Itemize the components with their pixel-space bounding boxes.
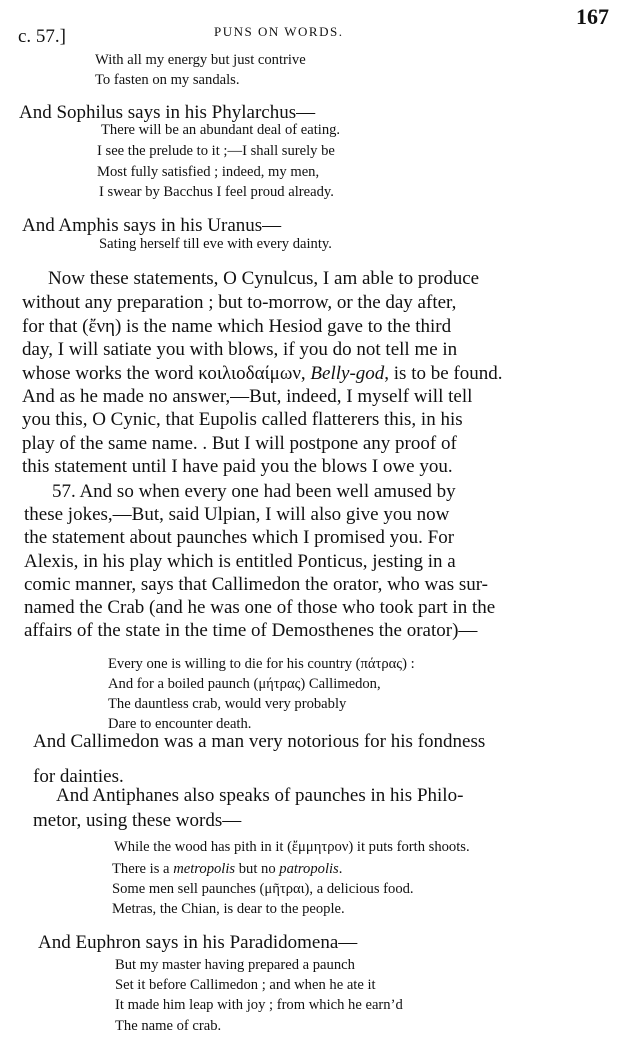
- text-line: 57. And so when every one had been well amused by: [52, 481, 456, 502]
- text-line: To fasten on my sandals.: [95, 72, 240, 88]
- text-line: Now these statements, O Cynulcus, I am able to produce: [48, 268, 480, 289]
- text-line: The name of crab.: [115, 1018, 222, 1034]
- text-line: I swear by Bacchus I feel proud already.: [99, 184, 334, 200]
- text-line: And Euphron says in his Paradidomena—: [38, 932, 358, 953]
- text-line: And Sophilus says in his Phylarchus—: [19, 102, 316, 123]
- text-line: this statement until I have paid you the blows I owe you.: [22, 456, 453, 477]
- text-line: Most fully satisfied ; indeed, my men,: [97, 164, 320, 180]
- chapter-marker: c. 57.]: [18, 26, 67, 47]
- text-line: I see the prelude to it ;—I shall surely be: [97, 143, 335, 159]
- text-line: Every one is willing to die for his country (πάτρας) :: [108, 656, 415, 672]
- text-line: And Amphis says in his Uranus—: [22, 215, 282, 236]
- text-line: There is a metropolis but no patropolis.: [112, 861, 343, 877]
- text-line: It made him leap with joy ; from which he earn’d: [115, 997, 403, 1013]
- text-line: The dauntless crab, would very probably: [108, 696, 347, 712]
- text-line: Set it before Callimedon ; and when he ate it: [115, 977, 376, 993]
- text-line: And for a boiled paunch (μήτρας) Callimedon,: [108, 676, 381, 692]
- text-line: named the Crab (and he was one of those who took part in the: [24, 597, 496, 618]
- text-line: the statement about paunches which I promised you. For: [24, 527, 455, 548]
- text-line: for dainties.: [33, 766, 124, 787]
- text-line: play of the same name. . But I will postpone any proof of: [22, 433, 457, 454]
- text-line: And as he made no answer,—But, indeed, I myself will tell: [22, 386, 473, 407]
- text-line: And Callimedon was a man very notorious for his fondness: [33, 731, 486, 752]
- text-line: whose works the word κοιλιοδαίμων, Belly-god, is to be found.: [22, 363, 503, 384]
- text-line: these jokes,—But, said Ulpian, I will also give you now: [24, 504, 450, 525]
- text-line: day, I will satiate you with blows, if you do not tell me in: [22, 339, 458, 360]
- page-number: 167: [576, 4, 609, 29]
- text-line: affairs of the state in the time of Demosthenes the orator)—: [24, 620, 478, 641]
- text-line: you this, O Cynic, that Eupolis called flatterers this, in his: [22, 409, 463, 430]
- text-line: metor, using these words—: [33, 810, 242, 831]
- text-line: With all my energy but just contrive: [95, 52, 306, 68]
- text-line: While the wood has pith in it (ἔμμητρον) it puts forth shoots.: [114, 839, 470, 855]
- running-title: PUNS ON WORDS.: [214, 24, 344, 39]
- text-line: And Antiphanes also speaks of paunches in his Philo-: [56, 785, 464, 806]
- text-line: comic manner, says that Callimedon the orator, who was sur-: [24, 574, 489, 595]
- running-header: [0, 0, 642, 52]
- text-line: without any preparation ; but to-morrow, or the day after,: [22, 292, 457, 313]
- text-line: Sating herself till eve with every dainty.: [99, 236, 332, 252]
- text-line: Dare to encounter death.: [108, 716, 252, 732]
- text-line: for that (ἔνη) is the name which Hesiod gave to the third: [22, 316, 452, 337]
- text-line: Some men sell paunches (μῆτραι), a delicious food.: [112, 881, 414, 897]
- text-line: There will be an abundant deal of eating.: [101, 122, 341, 138]
- text-line: Metras, the Chian, is dear to the people.: [112, 901, 345, 917]
- text-line: Alexis, in his play which is entitled Ponticus, jesting in a: [24, 551, 456, 572]
- text-line: But my master having prepared a paunch: [115, 957, 355, 973]
